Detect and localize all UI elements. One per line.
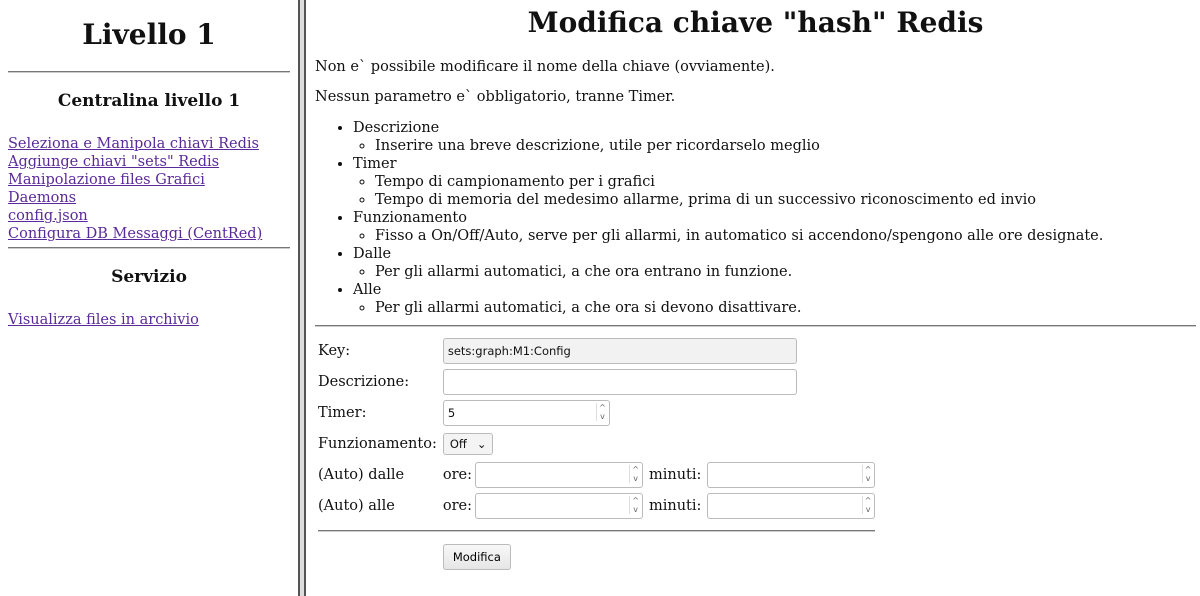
info-text: Non e` possibile modificare il nome della chiave (ovviamente). [315,59,775,75]
spinner-icon[interactable]: ^ v [596,403,606,421]
timer-input[interactable] [443,400,610,426]
divider [8,247,290,249]
spinner-icon[interactable]: ^ v [629,496,639,514]
main-frame [306,0,1200,596]
frame-resize-handle[interactable] [298,0,306,596]
page-title: Modifica chiave "hash" Redis [527,6,984,39]
list-subitem: ◦ Tempo di memoria del medesimo allarme, prima di un successivo riconoscimento ed invio [375,191,1196,209]
link-daemons[interactable]: Daemons [8,190,77,206]
dalle-minuti-input[interactable] [707,462,875,488]
divider [318,530,875,532]
list-subitem: ◦ Per gli allarmi automatici, a che ora entrano in funzione. [375,263,1196,281]
section-heading: Centralina livello 1 [57,91,241,111]
ore-label: ore: [442,466,472,483]
link-seleziona[interactable]: Seleziona e Manipola chiavi Redis [8,136,259,152]
key-input[interactable]: sets:graph:M1:Config [443,338,797,364]
funzionamento-select[interactable] [443,433,494,455]
funzionamento-label: Funzionamento: [318,435,437,452]
list-item: Timer [353,156,397,172]
timer-label: Timer: [318,404,367,421]
alle-label: (Auto) alle [318,497,395,514]
list-item: Alle [353,282,382,298]
link-archivio[interactable]: Visualizza files in archivio [8,312,199,328]
divider [315,325,1196,327]
descrizione-input[interactable] [443,369,797,395]
dalle-ore-input[interactable] [475,462,643,488]
list-subitem: ◦ Per gli allarmi automatici, a che ora si devono disattivare. [375,299,1196,317]
edit-form [315,335,878,572]
link-aggiunge[interactable]: Aggiunge chiavi "sets" Redis [8,154,220,170]
list-item: Descrizione [353,120,440,136]
minuti-label: minuti: [648,466,702,483]
list-subitem: ◦ Tempo di campionamento per i grafici [375,173,1196,191]
link-config[interactable]: config.json [8,208,88,224]
list-subitem: ◦ Inserire una breve descrizione, utile per ricordarselo meglio [375,137,1196,155]
nav-title: Livello 1 [82,18,216,51]
select-value: Off [449,436,467,451]
section-heading: Servizio [111,267,187,287]
link-grafici[interactable]: Manipolazione files Grafici [8,172,205,188]
timer-value: 5 [447,405,456,420]
alle-minuti-input[interactable] [707,493,875,519]
ore-label: ore: [442,497,472,514]
list-item: Dalle [353,246,392,262]
list-subitem: ◦ Fisso a On/Off/Auto, serve per gli allarmi, in automatico si accendono/spengono alle ore designate. [375,227,1196,245]
chevron-down-icon: ⌄ [476,436,487,451]
descrizione-label: Descrizione: [318,373,410,390]
dalle-label: (Auto) dalle [318,466,405,483]
spinner-icon[interactable]: ^ v [862,465,872,483]
link-db-messaggi[interactable]: Configura DB Messaggi (CentRed) [8,226,263,242]
spinner-icon[interactable]: ^ v [862,496,872,514]
nav-frame [0,0,298,596]
spinner-icon[interactable]: ^ v [629,465,639,483]
key-label: Key: [318,342,351,359]
list-item: Funzionamento [353,210,467,226]
info-text: Nessun parametro e` obbligatorio, tranne Timer. [315,89,676,105]
modifica-button[interactable]: Modifica [443,544,511,570]
divider [8,71,290,73]
minuti-label: minuti: [648,497,702,514]
help-list [315,119,1196,317]
alle-ore-input[interactable] [475,493,643,519]
